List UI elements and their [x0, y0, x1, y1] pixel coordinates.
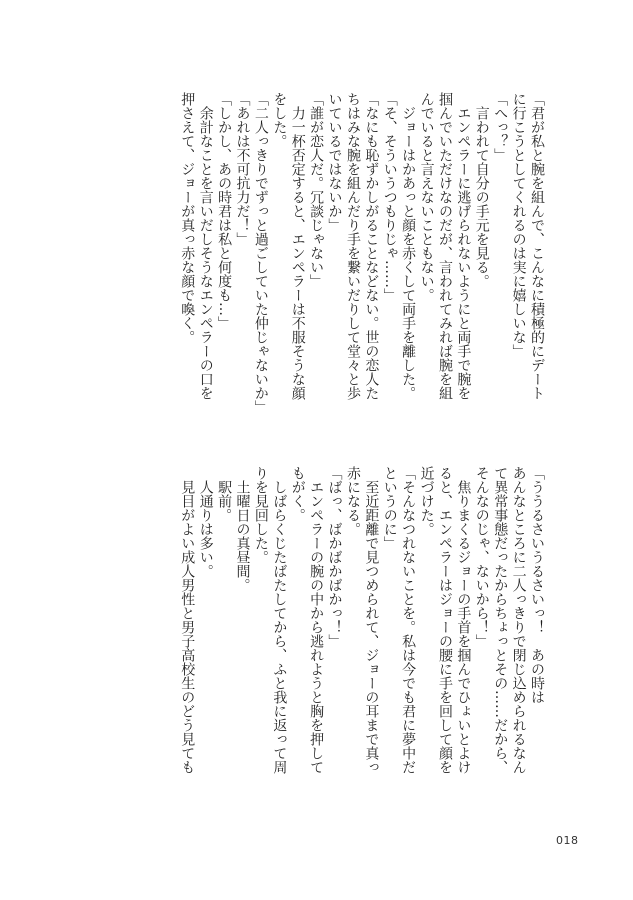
text-line: 「二人っきりでずっと過ごしていた仲じゃないか」: [252, 92, 269, 414]
text-line: んでいると言えないこともない。: [418, 92, 435, 302]
text-block-upper: [118, 92, 546, 450]
text-line: りを見回した。: [252, 466, 269, 564]
text-line: 「ううるさいうるさいっ！ あの時は: [529, 466, 545, 704]
text-line: 「なにも恥ずかしがることなどない。世の恋人た: [363, 92, 380, 400]
text-line: 言われて自分の手元を見る。: [473, 92, 490, 288]
text-line: というのに」: [381, 466, 398, 550]
text-line: 「ばっ、ばかばかばかっ！」: [326, 466, 343, 648]
text-line: に行こうとしてくれるのは実に嬉しいな」: [510, 92, 527, 358]
text-line: ジョーはかあっと顔を赤くして両手を離した。: [400, 92, 417, 400]
text-line: 「君が私と腕を組んで、こんなに積極的にデート: [529, 92, 545, 400]
text-line: ると、エンペラーはジョーの腰に手を回して顔を: [436, 466, 453, 774]
text-line: エンペラーに逃げられないようにと両手で腕を: [455, 92, 472, 400]
text-line: 焦りまくるジョーの手首を掴んでひょいとよけ: [455, 466, 472, 774]
text-line: 至近距離で見つめられて、ジョーの耳まで真っ: [363, 466, 380, 774]
text-line: 「あれは不可抗力だ！」: [234, 92, 251, 246]
text-line: 「そ、そういうつもりじゃ……」: [381, 92, 398, 302]
text-line: エンペラーの腕の中から逃れようと胸を押して: [308, 466, 325, 774]
text-line: 押さえて、ジョーが真っ赤な顔で喚く。: [179, 92, 196, 344]
text-line: 「しかし、あの時君は私と何度も…」: [216, 92, 233, 330]
text-line: 駅前。: [216, 466, 233, 522]
text-line: 近づけた。: [418, 466, 435, 536]
text-line: いているではないか」: [326, 92, 343, 232]
text-line: 人通りは多い。: [197, 466, 214, 578]
text-line: しばらくじたばたしてから、ふと我に返って周: [271, 466, 288, 774]
text-line: 「そんなつれないことを。私は今でも君に夢中だ: [400, 466, 417, 774]
text-block-lower: [118, 466, 546, 784]
text-line: 余計なことを言いだしそうなエンペラーの口を: [197, 92, 214, 400]
page-number: 018: [556, 834, 579, 847]
text-line: をした。: [271, 92, 288, 148]
text-line: あんなところに二人っきりで閉じ込められるなん: [510, 466, 527, 774]
text-line: 土曜日の真昼間。: [234, 466, 251, 592]
text-line: 赤になる。: [344, 466, 361, 536]
text-line: 見目がよい成人男性と男子高校生のどう見ても: [179, 466, 196, 774]
text-line: 「誰が恋人だ。冗談じゃない」: [308, 92, 325, 288]
text-line: そんなのじゃ、ないから！」: [473, 466, 490, 648]
text-line: 力一杯否定すると、エンペラーは不服そうな顔: [289, 92, 306, 400]
text-line: 掴んでいただけなのだが、言われてみれば腕を組: [436, 92, 453, 400]
text-line: ちはみな腕を組んだり手を繋いだりして堂々と歩: [344, 92, 361, 400]
text-line: 「へっ？」: [492, 92, 509, 162]
text-line: て異常事態だったからちょっとその……だから、: [492, 466, 509, 774]
text-line: もがく。: [289, 466, 306, 522]
